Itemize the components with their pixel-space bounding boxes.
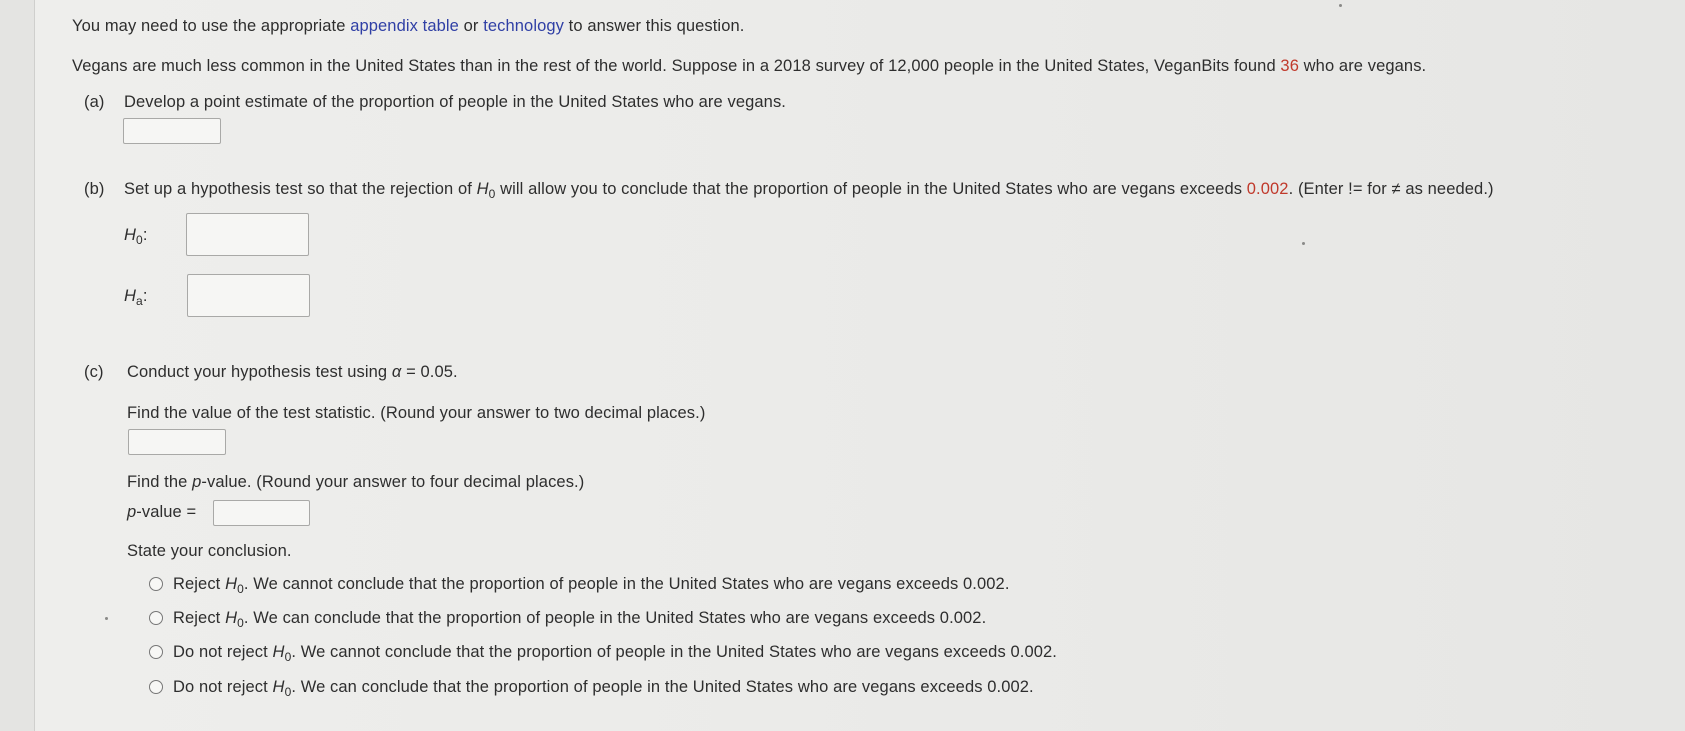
h-subscript: 0 [488, 187, 496, 201]
test-statistic-prompt: Find the value of the test statistic. (Round your answer to two decimal places.) [127, 404, 706, 422]
technology-link[interactable]: technology [483, 17, 564, 35]
conclusion-option-3[interactable] [149, 643, 1057, 664]
radio-button[interactable] [149, 645, 163, 659]
scenario-post: who are vegans. [1298, 57, 1427, 75]
test-statistic-input[interactable] [128, 429, 226, 455]
pvalue-label [127, 503, 196, 522]
conclusion-prompt: State your conclusion. [127, 542, 292, 560]
h0-subscript: 0 [136, 233, 143, 247]
option-h: H [225, 575, 238, 593]
screen-speck [105, 617, 108, 620]
option-post: . We cannot conclude that the proportion of people in the United States who are vegans exceeds 0.002. [291, 643, 1057, 661]
option-post: . We can conclude that the proportion of people in the United States who are vegans exceeds 0.002. [243, 609, 987, 627]
conclusion-option-2[interactable] [149, 609, 986, 630]
radio-button[interactable] [149, 680, 163, 694]
ha-colon: : [142, 287, 148, 305]
option-h: H [225, 609, 238, 627]
conduct-prompt [127, 363, 458, 382]
screen-speck [1302, 242, 1305, 245]
option-sub: 0 [237, 582, 244, 596]
h-symbol: H [476, 180, 489, 198]
intro-pre: You may need to use the appropriate [72, 17, 351, 35]
pvalue-prompt-p: p [192, 473, 202, 491]
part-b-pre: Set up a hypothesis test so that the rejection of [124, 180, 477, 198]
conduct-post: = 0.05. [401, 363, 458, 381]
radio-button[interactable] [149, 577, 163, 591]
option-pre: Do not reject [173, 678, 273, 696]
conclusion-option-1[interactable] [149, 575, 1010, 596]
option-sub: 0 [237, 616, 244, 630]
pvalue-prompt-post: -value. (Round your answer to four decimal places.) [201, 473, 585, 491]
vegan-count: 36 [1280, 57, 1299, 75]
ha-label [124, 287, 148, 308]
radio-button[interactable] [149, 611, 163, 625]
intro-text [72, 17, 744, 36]
pvalue-label-p: p [127, 503, 137, 521]
option-h: H [272, 678, 285, 696]
part-b-mid: will allow you to conclude that the proportion of people in the United States who are vegans exceeds [495, 180, 1247, 198]
screen-speck [1339, 4, 1342, 7]
ha-subscript: a [136, 294, 143, 308]
scenario-text [72, 57, 1426, 76]
pvalue-input[interactable] [213, 500, 310, 526]
ha-letter: H [124, 287, 137, 305]
ha-input[interactable] [187, 274, 310, 317]
option-sub: 0 [284, 685, 292, 699]
part-c-label: (c) [84, 363, 104, 381]
pvalue-prompt-pre: Find the [127, 473, 193, 491]
part-b-prompt [124, 180, 1494, 201]
pvalue-prompt [127, 473, 584, 492]
alpha-symbol: α [391, 363, 402, 381]
scenario-pre: Vegans are much less common in the United States than in the rest of the world. Suppose in a 2018 survey of 12,000 people in the United States, VeganBits found [72, 57, 1281, 75]
h0-label [124, 226, 148, 247]
intro-post: to answer this question. [564, 17, 745, 35]
option-pre: Do not reject [173, 643, 273, 661]
conduct-pre: Conduct your hypothesis test using [127, 363, 392, 381]
part-b-label: (b) [84, 180, 105, 198]
intro-mid: or [458, 17, 484, 35]
h0-letter: H [124, 226, 137, 244]
pvalue-label-rest: -value = [136, 503, 197, 521]
h0-input[interactable] [186, 213, 309, 256]
point-estimate-input[interactable] [123, 118, 221, 144]
threshold-value: 0.002 [1246, 180, 1289, 198]
conclusion-option-4[interactable] [149, 678, 1034, 699]
part-a-prompt: Develop a point estimate of the proportion of people in the United States who are vegans. [124, 93, 786, 111]
option-h: H [272, 643, 285, 661]
option-post: . We can conclude that the proportion of people in the United States who are vegans exceeds 0.002. [291, 678, 1034, 696]
part-a-label: (a) [84, 93, 105, 111]
option-pre: Reject [173, 575, 226, 593]
part-b-post: . (Enter != for ≠ as needed.) [1288, 180, 1494, 198]
appendix-table-link[interactable]: appendix table [350, 17, 459, 35]
option-pre: Reject [173, 609, 226, 627]
option-sub: 0 [284, 650, 292, 664]
option-post: . We cannot conclude that the proportion of people in the United States who are vegans exceeds 0.002. [243, 575, 1010, 593]
h0-colon: : [142, 226, 148, 244]
